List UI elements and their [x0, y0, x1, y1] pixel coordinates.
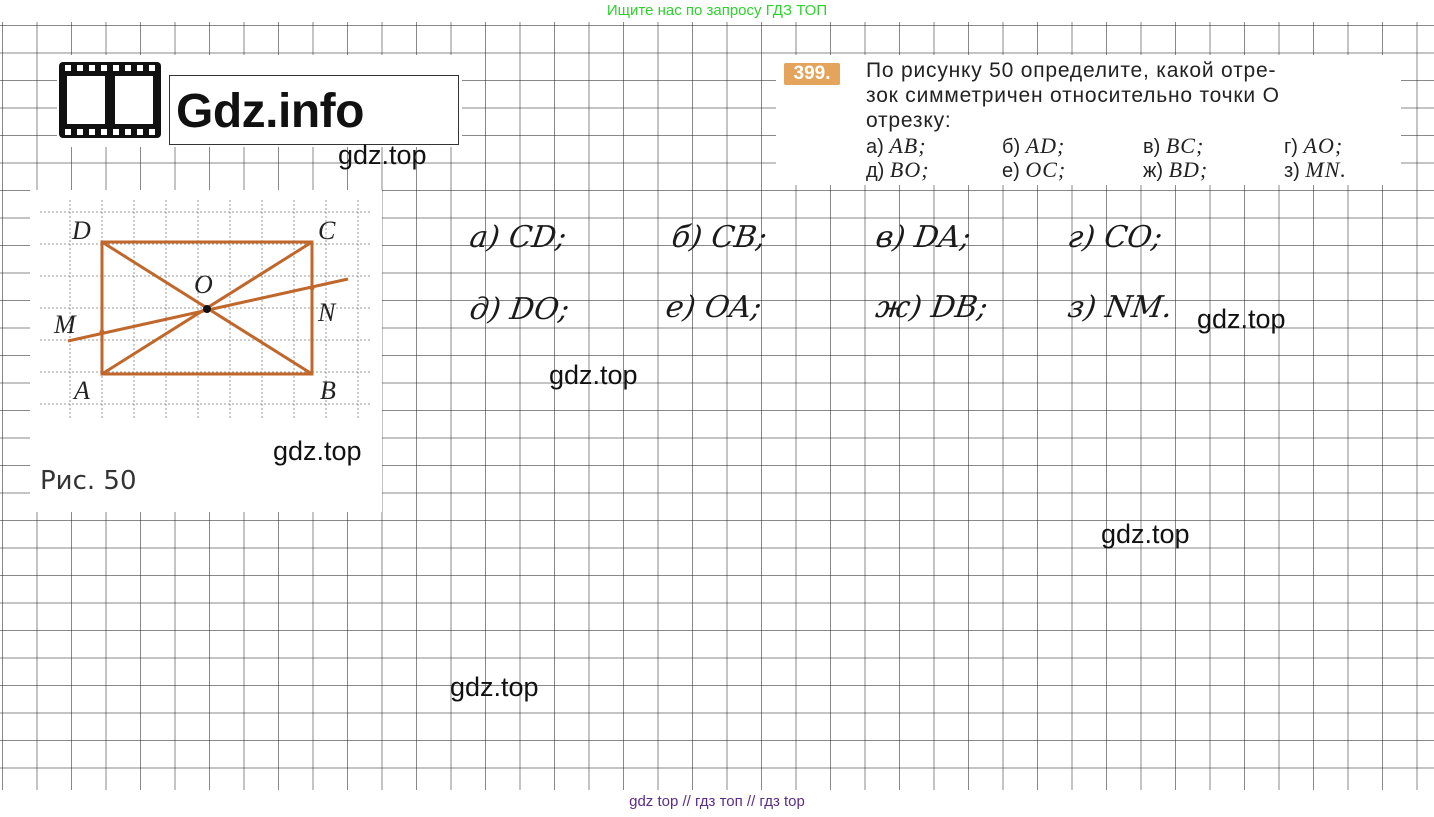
- option-zh: ж) BD;: [1143, 157, 1209, 182]
- point-m-label: M: [54, 310, 76, 339]
- watermark: gdz.top: [549, 360, 638, 390]
- point-o-dot: [203, 305, 211, 313]
- point-n-label: N: [318, 298, 336, 327]
- logo: [57, 55, 462, 147]
- option-z: з) MN.: [1284, 157, 1347, 182]
- answer-v: в) DA;: [873, 220, 973, 255]
- problem-line-2: зок симметричен относительно точки O: [866, 84, 1280, 107]
- watermark: gdz.top: [273, 436, 362, 466]
- answer-zh: ж) DB;: [873, 290, 991, 325]
- answer-e: е) OA;: [663, 290, 764, 325]
- film-strip-icon: [57, 60, 163, 140]
- answer-d: д) DO;: [467, 292, 572, 327]
- option-e: е) OC;: [1002, 157, 1067, 182]
- point-o-label: O: [194, 270, 213, 299]
- top-banner[interactable]: Ищите нас по запросу ГДЗ ТОП: [606, 2, 828, 19]
- footer-links[interactable]: gdz top // гдз топ // гдз top: [629, 793, 805, 810]
- answer-z: з) NM.: [1065, 290, 1175, 325]
- point-b-label: B: [320, 376, 336, 405]
- problem-number-badge: 399.: [784, 63, 840, 85]
- option-b: б) AD;: [1002, 133, 1066, 158]
- option-v: в) BC;: [1143, 133, 1205, 158]
- watermark: gdz.top: [450, 672, 539, 702]
- option-g: г) AO;: [1284, 133, 1344, 158]
- point-c-label: C: [318, 216, 336, 245]
- problem-line-1: По рисунку 50 определите, какой отре-: [866, 59, 1277, 82]
- point-d-label: D: [72, 216, 91, 245]
- answer-b: б) CB;: [669, 220, 770, 255]
- option-a: а) AB;: [866, 133, 927, 158]
- answer-g: г) CO;: [1065, 220, 1165, 255]
- watermark: gdz.top: [1197, 304, 1286, 334]
- logo-frame: [169, 75, 459, 145]
- problem-statement: [776, 55, 1401, 185]
- point-a-label: A: [74, 376, 90, 405]
- problem-line-3: отрезку:: [866, 109, 952, 132]
- figure-caption: Рис. 50: [40, 466, 137, 496]
- watermark: gdz.top: [1101, 519, 1190, 549]
- option-d: д) BO;: [866, 157, 930, 182]
- answer-a: а) CD;: [467, 220, 569, 255]
- logo-text: Gdz.info: [176, 85, 364, 138]
- watermark: gdz.top: [338, 140, 427, 170]
